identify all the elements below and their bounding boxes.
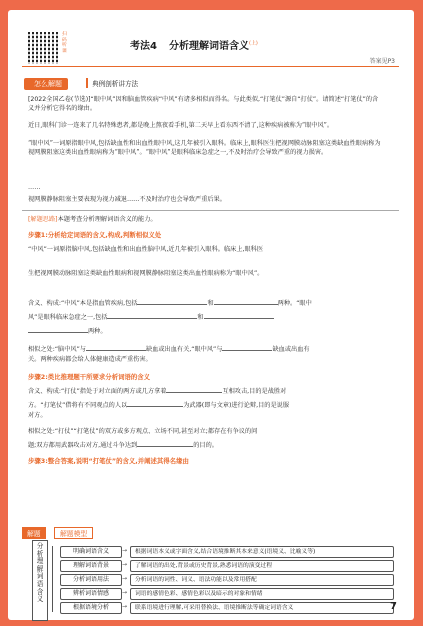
answer-blank[interactable] (28, 326, 88, 333)
passage-p1: 近日,眼科门诊一连来了几名特殊患者,都是晚上熬夜看手机,第二天早上看东西不清了,这种疾病被称为“眼中风”。 (28, 122, 334, 129)
step-1-line: 相似之处:“脑中风”与 缺血或出血有关,“眼中风”与 缺血或出血有 (28, 346, 310, 353)
step-1-line: 两种。 (28, 326, 384, 337)
step-1-line: 生把视网膜动脉阻塞这类缺血性眼病和视网膜静脉阻塞这类出血性眼病称为“眼中风”。 (28, 270, 264, 277)
step-1-line: 含义、构成:“中风”本是指血管疾病,包括 和 两种。“眼中 (28, 300, 312, 307)
page-title: 考法4 分析理解词语含义$^{(上)}$ (130, 40, 258, 52)
model-header (22, 526, 128, 538)
answer-blank[interactable] (166, 386, 222, 393)
step-1-label: 步骤1:分析给定词语的含义,构成,判断相似义处 (28, 231, 162, 239)
step-2-line: 方。“打笔仗”借将有不同观点的人以 为武器(即与文章)进行论辩,目的是说服 (28, 402, 290, 409)
answer-blank[interactable] (137, 298, 207, 305)
ellipsis: …… (28, 184, 41, 191)
divider (22, 66, 399, 67)
step-1-line: 关。两种疾病都会给人体健康造成严重伤害。 (28, 356, 152, 363)
model-tag: 解题 (22, 527, 46, 539)
bracket (52, 546, 59, 612)
answer-blank[interactable] (86, 344, 146, 351)
step-2-line: 题;双方都用武器攻击对方,通过斗争达到 的目的。 (28, 442, 218, 449)
section-subtitle: 典例剖析讲方法 (86, 78, 138, 88)
answer-blank[interactable] (137, 440, 193, 447)
step-1-line: “中风”一词原指脑中风,包括缺血性和出血性脑中风,近几年被引入眼科。临床上,眼科医 (28, 246, 264, 253)
page-number: 7 (390, 601, 397, 612)
passage-p2: “眼中风”一词原指眼中风,包括缺血性和出血性眼中风,这几年被引入眼科。临床上,眼科医生把视网膜动脉阻塞这类缺血性眼病称为视网膜阻塞这类出血性眼病称为“眼中风”。“眼中风”是眼科临床急症之一,不及时治疗会导致严重的视力损害。 (28, 140, 381, 156)
step-2-line: 含义、构成:“打仗”指处于对立面的两方或几方拿着 互相攻击,目的是战胜对 (28, 388, 287, 395)
section-tag: 怎么解题 (24, 78, 68, 90)
answer-blank[interactable] (214, 298, 278, 305)
step-2-line: 相似之处:“打仗”“打笔仗”的双方或多方观点、立场不同,甚至对立;都存在有争议的问 (28, 428, 258, 435)
answer-blank[interactable] (204, 312, 274, 319)
question: [2022全国乙卷(节选)]“眼中风”因和脑血管疾病“中风”有诸多相似而得名。与此类似,“打笔仗”源自“打仗”。请简述“打笔仗”的含义并分析它得名的缘由。 (28, 96, 379, 112)
step-2-label: 步骤2:类比推理题干所要求分析词语的含义 (28, 373, 151, 381)
model-title: 解题模型 (54, 527, 93, 539)
step-1-line: 风”是眼科临床急症之一,包括 和 (28, 312, 384, 323)
passage-p3: 视网膜静脉阻塞主要表现为视力减退……不及时治疗也会导致严重后果。 (28, 196, 226, 203)
answer-blank[interactable] (222, 344, 272, 351)
step-3-label: 步骤3:整合答案,说明“打笔仗”的含义,并阐述其得名缘由 (28, 457, 189, 465)
qr-code-icon[interactable] (28, 32, 60, 64)
answer-reference: 答案见P3 (369, 58, 395, 65)
divider (22, 210, 399, 211)
think-line: [解题思路]本题考查分析理解词语含义的能力。 (28, 216, 157, 223)
step-2-line: 对方。 (28, 412, 47, 419)
qr-label: 扫码听课 (62, 32, 67, 54)
answer-blank[interactable] (107, 312, 197, 319)
model-vertical-label: 分 析 理 解 词 语 含 义 (32, 540, 48, 621)
answer-blank[interactable] (127, 400, 183, 407)
